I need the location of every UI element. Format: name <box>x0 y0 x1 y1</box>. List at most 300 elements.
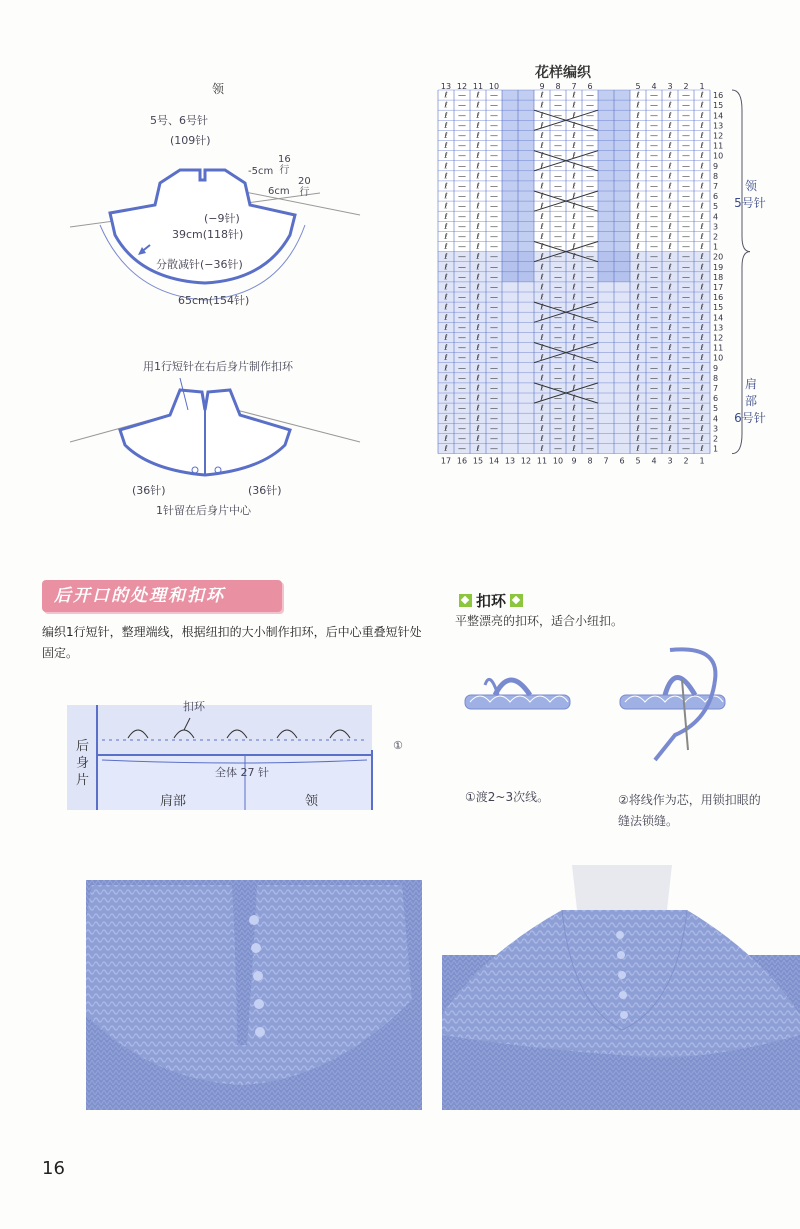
chart-symbol: ℓ <box>636 292 640 302</box>
chart-symbol: ℓ <box>700 373 704 383</box>
chart-top-col-label: 8 <box>555 82 561 91</box>
chart-symbol: — <box>554 201 562 211</box>
chart-symbol: — <box>650 363 658 373</box>
chart-symbol: — <box>554 373 562 383</box>
back-opening-photo <box>62 880 422 1110</box>
chart-symbol: — <box>650 100 658 110</box>
chart-symbol: ℓ <box>540 383 544 393</box>
chart-symbol: — <box>458 282 466 292</box>
chart-symbol: — <box>490 423 498 433</box>
chart-symbol: — <box>554 120 562 130</box>
chart-symbol: ℓ <box>444 90 448 100</box>
chart-symbol: ℓ <box>700 100 704 110</box>
chart-symbol: — <box>458 312 466 322</box>
collar-width-65: 65cm(154针) <box>178 294 250 307</box>
chart-symbol: ℓ <box>572 393 576 403</box>
chart-symbol: ℓ <box>572 332 576 342</box>
chart-symbol: ℓ <box>572 201 576 211</box>
chart-symbol: ℓ <box>540 242 544 252</box>
chart-symbol: ℓ <box>476 191 480 201</box>
chart-top-col-label: 12 <box>456 82 468 91</box>
chart-symbol: ℓ <box>444 343 448 353</box>
chart-symbol: ℓ <box>668 343 672 353</box>
chart-symbol: ℓ <box>668 282 672 292</box>
chart-symbol: — <box>490 211 498 221</box>
chart-symbol: ℓ <box>636 413 640 423</box>
chart-symbol: — <box>554 171 562 181</box>
chart-symbol: ℓ <box>540 282 544 292</box>
chart-symbol: — <box>650 423 658 433</box>
chart-symbol: — <box>650 343 658 353</box>
chart-symbol: — <box>458 322 466 332</box>
chart-symbol: ℓ <box>540 302 544 312</box>
chart-symbol: ℓ <box>572 272 576 282</box>
chart-symbol: ℓ <box>636 322 640 332</box>
chart-top-col-label: 3 <box>667 82 673 91</box>
chart-symbol: — <box>586 171 594 181</box>
chart-symbol: — <box>682 171 690 181</box>
chart-symbol: — <box>458 141 466 151</box>
chart-row-label: 3 <box>713 222 719 232</box>
side-label-1: 后 <box>76 739 90 754</box>
chart-symbol: ℓ <box>700 211 704 221</box>
chart-symbol: ℓ <box>636 100 640 110</box>
chart-symbol: — <box>554 90 562 100</box>
shoulder-section-label <box>736 376 766 427</box>
chart-symbol: ℓ <box>444 161 448 171</box>
chart-row-label: 7 <box>713 181 719 191</box>
chart-symbol: ℓ <box>572 262 576 272</box>
chart-symbol: — <box>682 100 690 110</box>
chart-symbol: — <box>490 302 498 312</box>
chart-symbol: — <box>586 262 594 272</box>
chart-symbol: ℓ <box>700 322 704 332</box>
chart-symbol: ℓ <box>572 110 576 120</box>
chart-symbol: — <box>554 363 562 373</box>
chart-symbol: ℓ <box>540 433 544 443</box>
chart-row-label: 9 <box>713 161 719 171</box>
chart-symbol: — <box>458 332 466 342</box>
chart-top-col-label: 6 <box>587 82 593 91</box>
chart-symbol: ℓ <box>700 282 704 292</box>
chart-row-label: 14 <box>713 111 724 121</box>
chart-symbol: — <box>682 191 690 201</box>
chart-bottom-col-label: 9 <box>571 456 577 466</box>
chart-symbol: ℓ <box>636 312 640 322</box>
chart-symbol: — <box>682 292 690 302</box>
chart-symbol: ℓ <box>572 231 576 241</box>
chart-symbol: ℓ <box>444 211 448 221</box>
chart-symbol: ℓ <box>476 403 480 413</box>
chart-symbol: — <box>650 141 658 151</box>
chart-symbol: ℓ <box>444 191 448 201</box>
chart-symbol: — <box>650 373 658 383</box>
chart-symbol: — <box>586 100 594 110</box>
chart-bottom-col-label: 10 <box>552 456 564 466</box>
chart-symbol: ℓ <box>476 282 480 292</box>
chart-symbol: — <box>490 343 498 353</box>
chart-symbol: ℓ <box>572 221 576 231</box>
chart-row-label: 15 <box>713 303 724 313</box>
chart-bottom-col-label: 4 <box>651 456 657 466</box>
chart-symbol: ℓ <box>668 272 672 282</box>
chart-symbol: ℓ <box>572 403 576 413</box>
chart-symbol: — <box>554 110 562 120</box>
chart-symbol: ℓ <box>476 312 480 322</box>
chart-symbol: ℓ <box>668 332 672 342</box>
chart-symbol: — <box>586 373 594 383</box>
chart-symbol: — <box>682 252 690 262</box>
chart-symbol: ℓ <box>668 100 672 110</box>
chart-symbol: ℓ <box>636 363 640 373</box>
chart-symbol: — <box>682 322 690 332</box>
chart-symbol: — <box>458 231 466 241</box>
chart-symbol: — <box>490 363 498 373</box>
chart-symbol: ℓ <box>668 353 672 363</box>
chart-symbol: — <box>586 130 594 140</box>
chart-symbol: ℓ <box>476 343 480 353</box>
chart-symbol: — <box>554 151 562 161</box>
chart-symbol: ℓ <box>668 373 672 383</box>
chart-row-label: 3 <box>713 424 719 434</box>
collar-minus-5cm: -5cm <box>248 166 274 177</box>
chart-symbol: ℓ <box>476 110 480 120</box>
chart-symbol: ℓ <box>444 151 448 161</box>
chart-symbol: ℓ <box>700 110 704 120</box>
chart-symbol: — <box>682 302 690 312</box>
chart-symbol: — <box>458 403 466 413</box>
chart-symbol: — <box>490 161 498 171</box>
chart-symbol: ℓ <box>668 90 672 100</box>
chart-bottom-col-label: 12 <box>520 456 532 466</box>
chart-symbol: — <box>650 292 658 302</box>
chart-symbol: ℓ <box>444 373 448 383</box>
chart-symbol: — <box>586 272 594 282</box>
button-loop-title: 扣环 <box>476 592 507 610</box>
chart-symbol: — <box>490 252 498 262</box>
neck-label-line2: 5号针 <box>734 196 766 210</box>
chart-row-label: 9 <box>713 363 719 373</box>
chart-symbol: ℓ <box>636 242 640 252</box>
chart-symbol: — <box>650 221 658 231</box>
chart-symbol: — <box>458 181 466 191</box>
chart-symbol: ℓ <box>476 242 480 252</box>
chart-symbol: ℓ <box>700 393 704 403</box>
chart-row-label: 11 <box>713 343 724 353</box>
chart-symbol: ℓ <box>476 413 480 423</box>
chart-symbol: ℓ <box>636 151 640 161</box>
chart-symbol: ℓ <box>444 423 448 433</box>
chart-symbol: — <box>650 302 658 312</box>
chart-symbol: — <box>554 272 562 282</box>
chart-symbol: — <box>490 191 498 201</box>
chart-symbol: ℓ <box>636 90 640 100</box>
chart-symbol: ℓ <box>700 343 704 353</box>
chart-symbol: — <box>458 272 466 282</box>
chart-symbol: — <box>554 242 562 252</box>
chart-symbol: — <box>682 423 690 433</box>
chart-symbol: ℓ <box>636 373 640 383</box>
chart-symbol: — <box>458 221 466 231</box>
chart-symbol: ℓ <box>444 444 448 454</box>
chart-symbol: — <box>650 383 658 393</box>
chart-symbol: — <box>682 120 690 130</box>
chart-symbol: — <box>554 332 562 342</box>
chart-symbol: — <box>458 90 466 100</box>
chart-symbol: ℓ <box>540 110 544 120</box>
chart-symbol: ℓ <box>700 302 704 312</box>
section-banner <box>42 580 282 612</box>
chart-symbol: ℓ <box>444 433 448 443</box>
chart-symbol: ℓ <box>444 403 448 413</box>
chart-symbol: — <box>490 282 498 292</box>
chart-symbol: — <box>650 272 658 282</box>
chart-symbol: — <box>490 403 498 413</box>
chart-symbol: — <box>586 151 594 161</box>
chart-row-label: 4 <box>713 212 719 222</box>
chart-row-label: 13 <box>713 323 724 333</box>
chart-symbol: — <box>650 211 658 221</box>
chart-symbol: ℓ <box>636 110 640 120</box>
chart-symbol: ℓ <box>540 181 544 191</box>
chart-bottom-col-label: 3 <box>667 456 673 466</box>
chart-symbol: ℓ <box>572 141 576 151</box>
chart-symbol: ℓ <box>476 353 480 363</box>
chart-symbol: — <box>650 252 658 262</box>
chart-symbol: ℓ <box>476 231 480 241</box>
chart-symbol: ℓ <box>540 211 544 221</box>
chart-symbol: ℓ <box>476 322 480 332</box>
chart-top-col-label: 5 <box>635 82 641 91</box>
chart-symbol: — <box>586 231 594 241</box>
chart-symbol: — <box>554 312 562 322</box>
chart-symbol: — <box>554 211 562 221</box>
chart-symbol: — <box>458 353 466 363</box>
chart-symbol: — <box>650 282 658 292</box>
chart-symbol: — <box>586 343 594 353</box>
chart-bottom-col-label: 1 <box>699 456 705 466</box>
chart-symbol: ℓ <box>636 141 640 151</box>
back-right-count: (36针) <box>248 484 282 497</box>
chart-top-col-label: 1 <box>699 82 705 91</box>
chart-symbol: ℓ <box>668 181 672 191</box>
chart-symbol: ℓ <box>668 413 672 423</box>
chart-symbol: — <box>490 353 498 363</box>
chart-symbol: ℓ <box>636 343 640 353</box>
chart-symbol: — <box>682 444 690 454</box>
chart-symbol: — <box>554 282 562 292</box>
chart-symbol: ℓ <box>668 393 672 403</box>
chart-symbol: ℓ <box>572 171 576 181</box>
chart-symbol: — <box>458 100 466 110</box>
chart-symbol: ℓ <box>700 433 704 443</box>
chart-row-label: 15 <box>713 101 724 111</box>
shoulder-label-line2: 部 <box>744 394 757 408</box>
chart-row-label: 17 <box>713 282 724 292</box>
chart-symbol: ℓ <box>476 262 480 272</box>
chart-top-col-label: 10 <box>488 82 500 91</box>
chart-symbol: — <box>586 332 594 342</box>
chart-symbol: ℓ <box>444 282 448 292</box>
chart-symbol: ℓ <box>700 332 704 342</box>
chart-symbol: — <box>490 110 498 120</box>
diamond-icon <box>510 594 523 607</box>
chart-symbol: — <box>650 231 658 241</box>
edge-diagram <box>62 700 412 815</box>
chart-symbol: — <box>554 161 562 171</box>
chart-symbol: — <box>458 191 466 201</box>
chart-symbol: ℓ <box>572 302 576 312</box>
chart-symbol: — <box>650 151 658 161</box>
section-title: 后开口的处理和扣环 <box>54 586 225 606</box>
chart-symbol: ℓ <box>540 151 544 161</box>
chart-symbol: ℓ <box>572 161 576 171</box>
chart-symbol: ℓ <box>540 403 544 413</box>
chart-symbol: ℓ <box>476 211 480 221</box>
chart-symbol: ℓ <box>572 423 576 433</box>
chart-symbol: ℓ <box>700 221 704 231</box>
chart-symbol: — <box>490 221 498 231</box>
chart-symbol: ℓ <box>476 181 480 191</box>
chart-symbol: ℓ <box>668 403 672 413</box>
chart-symbol: — <box>682 383 690 393</box>
chart-symbol: ℓ <box>540 353 544 363</box>
chart-symbol: — <box>650 312 658 322</box>
chart-symbol: ℓ <box>700 353 704 363</box>
button-loop-step1: ①渡2~3次线。 <box>465 790 550 804</box>
chart-symbol: ℓ <box>572 383 576 393</box>
chart-symbol: ℓ <box>636 130 640 140</box>
chart-symbol: — <box>682 282 690 292</box>
chart-symbol: ℓ <box>476 130 480 140</box>
chart-symbol: ℓ <box>444 353 448 363</box>
chart-symbol: ℓ <box>476 100 480 110</box>
chart-symbol: — <box>554 302 562 312</box>
chart-symbol: ℓ <box>444 322 448 332</box>
chart-symbol: — <box>458 302 466 312</box>
chart-row-label: 8 <box>713 171 719 181</box>
chart-top-col-label: 13 <box>440 82 452 91</box>
chart-symbol: — <box>682 413 690 423</box>
chart-symbol: ℓ <box>636 120 640 130</box>
chart-symbol: — <box>586 433 594 443</box>
chart-symbol: — <box>554 322 562 332</box>
chart-bottom-col-label: 11 <box>536 456 548 466</box>
chart-symbol: ℓ <box>540 221 544 231</box>
chart-symbol: ℓ <box>476 444 480 454</box>
chart-symbol: ℓ <box>476 90 480 100</box>
chart-symbol: ℓ <box>476 363 480 373</box>
chart-symbol: ℓ <box>700 161 704 171</box>
chart-symbol: ℓ <box>540 90 544 100</box>
chart-symbol: — <box>586 211 594 221</box>
collar-decrease: 分散减针(−36针) <box>156 258 243 271</box>
chart-symbol: ℓ <box>700 363 704 373</box>
button-loop-description: 平整漂亮的扣环，适合小纽扣。 <box>455 614 624 628</box>
chart-symbol: ℓ <box>700 272 704 282</box>
chart-symbol: — <box>490 171 498 181</box>
chart-row-label: 13 <box>713 121 724 131</box>
chart-symbol: ℓ <box>572 373 576 383</box>
chart-row-label: 5 <box>713 202 719 212</box>
page-number: 16 <box>42 1158 65 1179</box>
chart-symbol: ℓ <box>636 423 640 433</box>
chart-symbol: — <box>458 201 466 211</box>
chart-symbol: ℓ <box>636 181 640 191</box>
chart-symbol: ℓ <box>540 423 544 433</box>
chart-symbol: ℓ <box>444 272 448 282</box>
chart-top-col-label: 7 <box>571 82 577 91</box>
chart-row-label: 4 <box>713 414 719 424</box>
chart-symbol: ℓ <box>668 322 672 332</box>
chart-symbol: ℓ <box>700 423 704 433</box>
chart-symbol: ℓ <box>476 221 480 231</box>
chart-symbol: — <box>586 393 594 403</box>
chart-symbol: ℓ <box>700 252 704 262</box>
chart-symbol: — <box>554 141 562 151</box>
chart-row-label: 2 <box>713 434 719 444</box>
chart-symbol: — <box>554 343 562 353</box>
chart-symbol: — <box>554 100 562 110</box>
chart-symbol: — <box>682 221 690 231</box>
chart-symbol: — <box>650 262 658 272</box>
rows-16-num: 16 <box>278 154 291 165</box>
chart-symbol: ℓ <box>636 221 640 231</box>
rows-20-unit: 行 <box>299 187 310 198</box>
chart-symbol: — <box>650 332 658 342</box>
chart-symbol: — <box>586 322 594 332</box>
chart-row-label: 12 <box>713 131 724 141</box>
edge-side-label <box>76 738 89 789</box>
chart-symbol: — <box>682 110 690 120</box>
chart-symbol: — <box>586 423 594 433</box>
chart-symbol: — <box>554 423 562 433</box>
chart-symbol: ℓ <box>444 130 448 140</box>
chart-symbol: ℓ <box>476 252 480 262</box>
chart-top-col-label: 9 <box>539 82 545 91</box>
chart-symbol: ℓ <box>476 433 480 443</box>
chart-symbol: ℓ <box>540 363 544 373</box>
chart-symbol: — <box>650 90 658 100</box>
shoulder-label-line3: 6号针 <box>734 411 766 425</box>
button-loop-illustration <box>460 640 780 770</box>
button-loop-step2: ②将线作为芯，用锁扣眼的缝法锁缝。 <box>618 793 761 828</box>
chart-symbol: ℓ <box>540 272 544 282</box>
chart-symbol: ℓ <box>540 332 544 342</box>
chart-symbol: ℓ <box>540 161 544 171</box>
chart-symbol: ℓ <box>636 393 640 403</box>
chart-symbol: ℓ <box>572 130 576 140</box>
chart-symbol: — <box>650 110 658 120</box>
chart-row-label: 8 <box>713 373 719 383</box>
chart-top-col-label: 4 <box>651 82 657 91</box>
edge-shoulder-label: 肩部 <box>160 794 187 809</box>
chart-symbol: ℓ <box>700 403 704 413</box>
back-left-count: (36针) <box>132 484 166 497</box>
chart-symbol: ℓ <box>572 90 576 100</box>
section-description: 编织1行短针，整理端线，根据纽扣的大小制作扣环，后中心重叠短针处固定。 <box>42 625 422 660</box>
chart-symbol: — <box>490 272 498 282</box>
chart-symbol: ℓ <box>540 413 544 423</box>
chart-symbol: — <box>586 141 594 151</box>
chart-symbol: ℓ <box>572 181 576 191</box>
neck-brace <box>732 90 750 252</box>
chart-row-label: 1 <box>713 242 719 252</box>
chart-symbol: — <box>554 403 562 413</box>
chart-symbol: — <box>490 100 498 110</box>
chart-symbol: — <box>682 393 690 403</box>
chart-symbol: ℓ <box>668 110 672 120</box>
